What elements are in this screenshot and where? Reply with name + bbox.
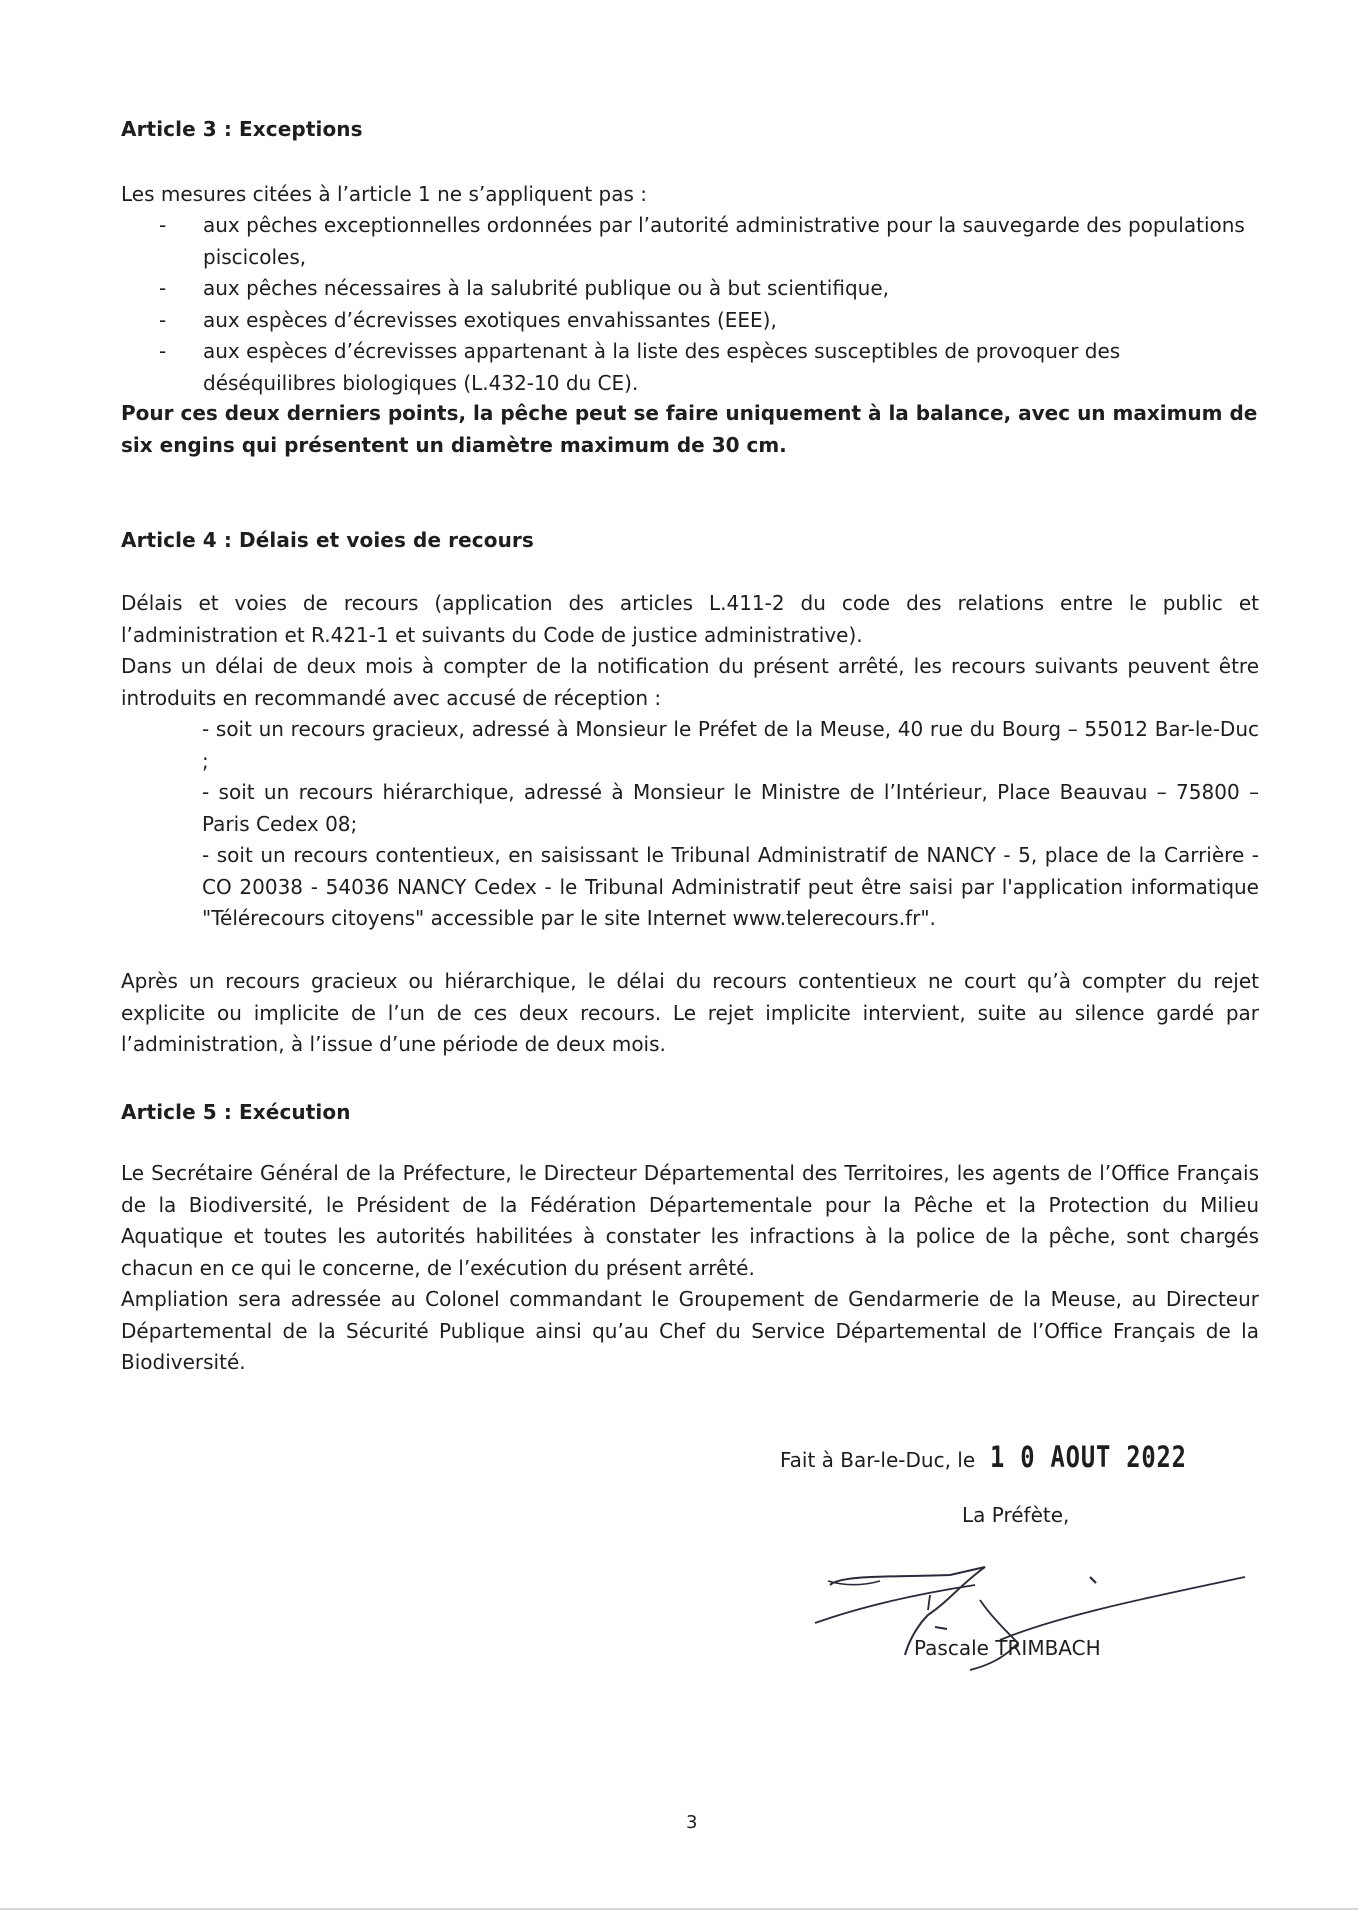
list-item: - aux pêches exceptionnelles ordonnées par l’autorité administrative pour la sauvegarde des populations piscicoles, <box>159 213 1245 269</box>
article-4-paragraph-3: Après un recours gracieux ou hiérarchique, le délai du recours contentieux ne court qu’à compter du rejet explicite ou implicite de l’un de ces deux recours. Le rejet implicite intervient, suite au silence gardé par l’administration, à l’issue d’une période de deux mois. <box>121 969 1259 1056</box>
article-3-heading: Article 3 : Exceptions <box>121 117 363 141</box>
place-text: Fait à Bar-le-Duc, le <box>780 1448 976 1472</box>
article-5-paragraph-1: Le Secrétaire Général de la Préfecture, le Directeur Départemental des Territoires, les agents de l’Office Français de la Biodiversité, le Président de la Fédération Départementale pour la Pêche et la Protection du Milieu Aquatique et toutes les autorités habilitées à constater les infractions à la police de la pêche, sont chargés chacun en ce qui le concerne, de l’exécution du présent arrêté. <box>121 1161 1259 1280</box>
article-5-heading: Article 5 : Exécution <box>121 1100 351 1124</box>
list-item: - aux espèces d’écrevisses appartenant à la liste des espèces susceptibles de provoquer des déséquilibres biologiques (L.432-10 du CE). <box>159 339 1121 395</box>
page-number: 3 <box>686 1812 698 1833</box>
article-4-heading: Article 4 : Délais et voies de recours <box>121 528 534 552</box>
date-stamp: 1 0 AOUT 2022 <box>989 1440 1187 1474</box>
page-edge-line <box>0 1908 1358 1910</box>
signatory-name: Pascale TRIMBACH <box>914 1636 1101 1660</box>
article-4-paragraph-1: Délais et voies de recours (application des articles L.411-2 du code des relations entre le public et l’administration et R.421-1 et suivants du Code de justice administrative). <box>121 591 1259 647</box>
article-3-intro: Les mesures citées à l’article 1 ne s’appliquent pas : <box>121 182 647 206</box>
signatory-title: La Préfète, <box>962 1503 1070 1527</box>
list-item: - aux espèces d’écrevisses exotiques envahissantes (EEE), <box>159 307 777 332</box>
article-3-note: Pour ces deux derniers points, la pêche peut se faire uniquement à la balance, avec un maximum de six engins qui présentent un diamètre maximum de 30 cm. <box>121 401 1258 457</box>
date-line <box>780 1440 1230 1474</box>
article-3-exceptions-list <box>121 210 1259 399</box>
list-item: - soit un recours hiérarchique, adressé à Monsieur le Ministre de l’Intérieur, Place Beauvau – 75800 – Paris Cedex 08; <box>202 780 1259 836</box>
list-item: - soit un recours gracieux, adressé à Monsieur le Préfet de la Meuse, 40 rue du Bourg – 55012 Bar-le-Duc ; <box>202 717 1259 773</box>
article-4-recours-list <box>202 714 1259 935</box>
list-item: - soit un recours contentieux, en saisissant le Tribunal Administratif de NANCY - 5, place de la Carrière - CO 20038 - 54036 NANCY Cedex - le Tribunal Administratif peut être saisi par l'application informatique "Télérecours citoyens" accessible par le site Internet www.telerecours.fr". <box>202 843 1259 930</box>
article-5-paragraph-2: Ampliation sera adressée au Colonel commandant le Groupement de Gendarmerie de la Meuse, au Directeur Départemental de la Sécurité Publique ainsi qu’au Chef du Service Départemental de l’Office Français de la Biodiversité. <box>121 1287 1259 1374</box>
list-item: - aux pêches nécessaires à la salubrité publique ou à but scientifique, <box>159 276 889 300</box>
article-4-paragraph-2: Dans un délai de deux mois à compter de la notification du présent arrêté, les recours suivants peuvent être introduits en recommandé avec accusé de réception : <box>121 654 1259 710</box>
